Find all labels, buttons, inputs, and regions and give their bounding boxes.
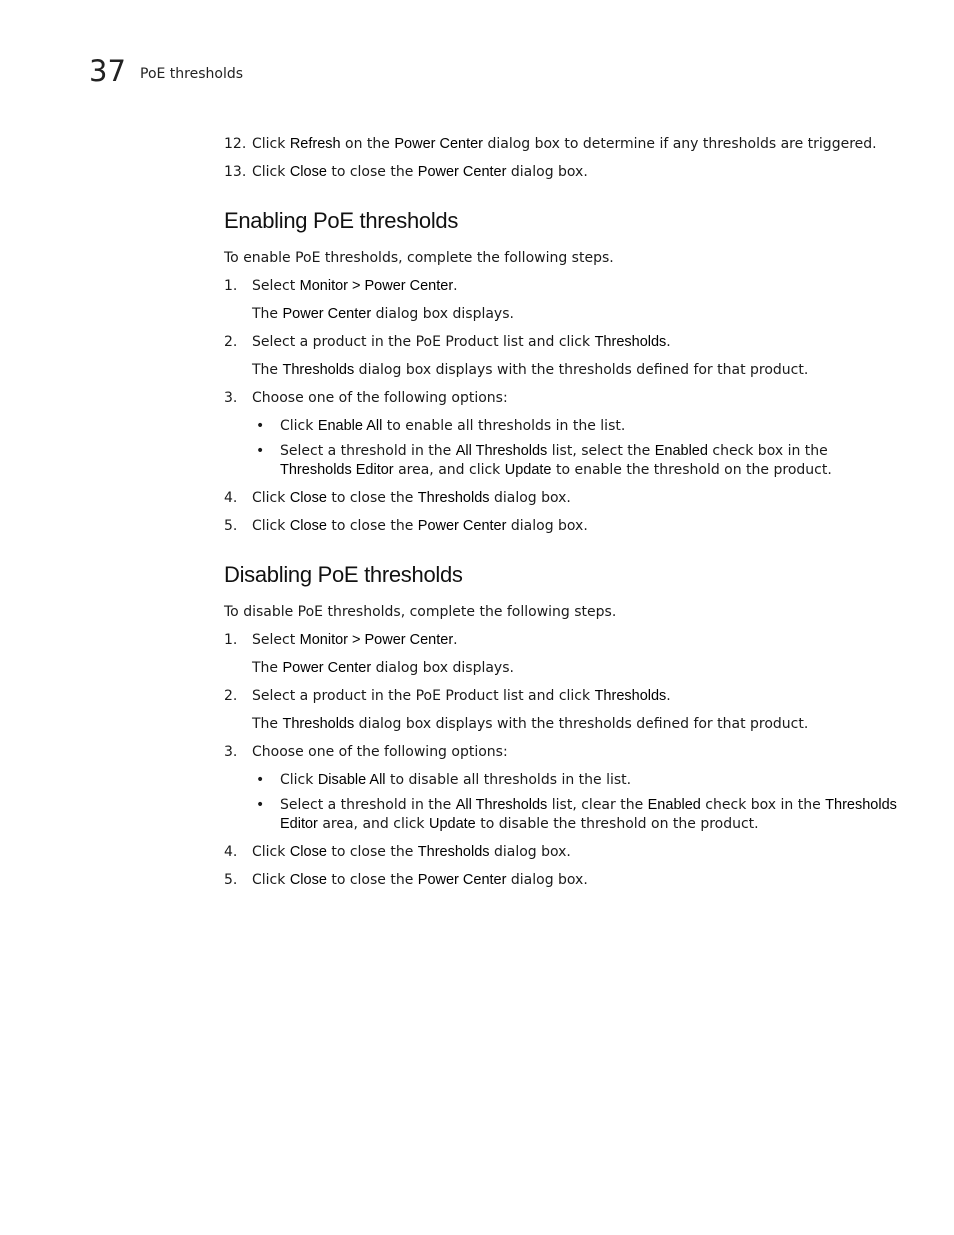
step-number: 13.	[224, 164, 247, 180]
bullet-icon: •	[256, 772, 265, 788]
ui-term: Thresholds	[594, 688, 667, 704]
ui-term: Thresholds	[825, 797, 897, 813]
step-result: The Power Center dialog box displays.	[252, 306, 514, 322]
step-number: 2.	[224, 688, 238, 704]
step-number: 2.	[224, 334, 238, 350]
bullet-text: Select a threshold in the All Thresholds list, select the Enabled check box in the	[280, 443, 828, 459]
step-text: Click Refresh on the Power Center dialog box to determine if any thresholds are triggered.	[252, 136, 877, 152]
ui-term: Enabled	[654, 443, 708, 459]
step-text: Click Close to close the Thresholds dialog box.	[252, 490, 571, 506]
ui-term: Thresholds	[417, 844, 490, 860]
step-number: 5.	[224, 872, 238, 888]
bullet-text-continued: Thresholds Editor area, and click Update to enable the threshold on the product.	[280, 462, 832, 478]
step-text: Click Close to close the Thresholds dialog box.	[252, 844, 571, 860]
bullet-text: Click Disable All to disable all thresholds in the list.	[280, 772, 632, 788]
step-text: Select Monitor > Power Center.	[252, 632, 458, 648]
ui-term: Thresholds	[594, 334, 667, 350]
step-result: The Thresholds dialog box displays with the thresholds defined for that product.	[252, 362, 809, 378]
ui-term: Close	[289, 872, 327, 888]
step-number: 3.	[224, 390, 238, 406]
bullet-icon: •	[256, 797, 265, 813]
ui-term: All Thresholds	[455, 797, 548, 813]
ui-term: Close	[289, 490, 327, 506]
ui-term: Update	[428, 816, 476, 832]
step-text: Click Close to close the Power Center dialog box.	[252, 872, 588, 888]
step-result: The Power Center dialog box displays.	[252, 660, 514, 676]
bullet-text-continued: Editor area, and click Update to disable the threshold on the product.	[280, 816, 759, 832]
step-text: Choose one of the following options:	[252, 744, 508, 760]
ui-term: Disable All	[317, 772, 386, 788]
step-number: 1.	[224, 632, 238, 648]
step-text: Click Close to close the Power Center dialog box.	[252, 518, 588, 534]
ui-term: Thresholds Editor	[280, 462, 394, 478]
ui-term: Editor	[280, 816, 318, 832]
ui-term: Power Center	[394, 136, 484, 152]
section-intro: To disable PoE thresholds, complete the following steps.	[224, 604, 617, 620]
ui-term: Enabled	[647, 797, 701, 813]
step-number: 4.	[224, 490, 238, 506]
step-number: 12.	[224, 136, 247, 152]
section-heading: Disabling PoE thresholds	[224, 562, 463, 587]
ui-term: Refresh	[289, 136, 341, 152]
ui-term: Monitor > Power Center	[299, 632, 454, 648]
ui-term: Power Center	[282, 660, 372, 676]
ui-term: Power Center	[417, 518, 507, 534]
step-number: 4.	[224, 844, 238, 860]
ui-term: All Thresholds	[455, 443, 548, 459]
ui-term: Thresholds	[282, 362, 355, 378]
chapter-number: 37	[89, 54, 126, 88]
step-number: 1.	[224, 278, 238, 294]
bullet-text: Select a threshold in the All Thresholds list, clear the Enabled check box in the Thresholds	[280, 797, 897, 813]
ui-term: Enable All	[317, 418, 383, 434]
ui-term: Power Center	[417, 872, 507, 888]
ui-term: Update	[504, 462, 552, 478]
step-result: The Thresholds dialog box displays with the thresholds defined for that product.	[252, 716, 809, 732]
step-text: Click Close to close the Power Center dialog box.	[252, 164, 588, 180]
step-text: Select a product in the PoE Product list and click Thresholds.	[252, 688, 671, 704]
step-text: Select a product in the PoE Product list and click Thresholds.	[252, 334, 671, 350]
ui-term: Thresholds	[417, 490, 490, 506]
section-intro: To enable PoE thresholds, complete the following steps.	[224, 250, 614, 266]
ui-term: Power Center	[417, 164, 507, 180]
step-number: 3.	[224, 744, 238, 760]
ui-term: Monitor > Power Center	[299, 278, 454, 294]
ui-term: Close	[289, 164, 327, 180]
step-number: 5.	[224, 518, 238, 534]
ui-term: Close	[289, 518, 327, 534]
bullet-text: Click Enable All to enable all thresholds in the list.	[280, 418, 626, 434]
step-text: Select Monitor > Power Center.	[252, 278, 458, 294]
bullet-icon: •	[256, 443, 265, 459]
chapter-title: PoE thresholds	[140, 66, 244, 82]
bullet-icon: •	[256, 418, 265, 434]
ui-term: Power Center	[282, 306, 372, 322]
ui-term: Thresholds	[282, 716, 355, 732]
ui-term: Close	[289, 844, 327, 860]
step-text: Choose one of the following options:	[252, 390, 508, 406]
section-heading: Enabling PoE thresholds	[224, 208, 459, 233]
